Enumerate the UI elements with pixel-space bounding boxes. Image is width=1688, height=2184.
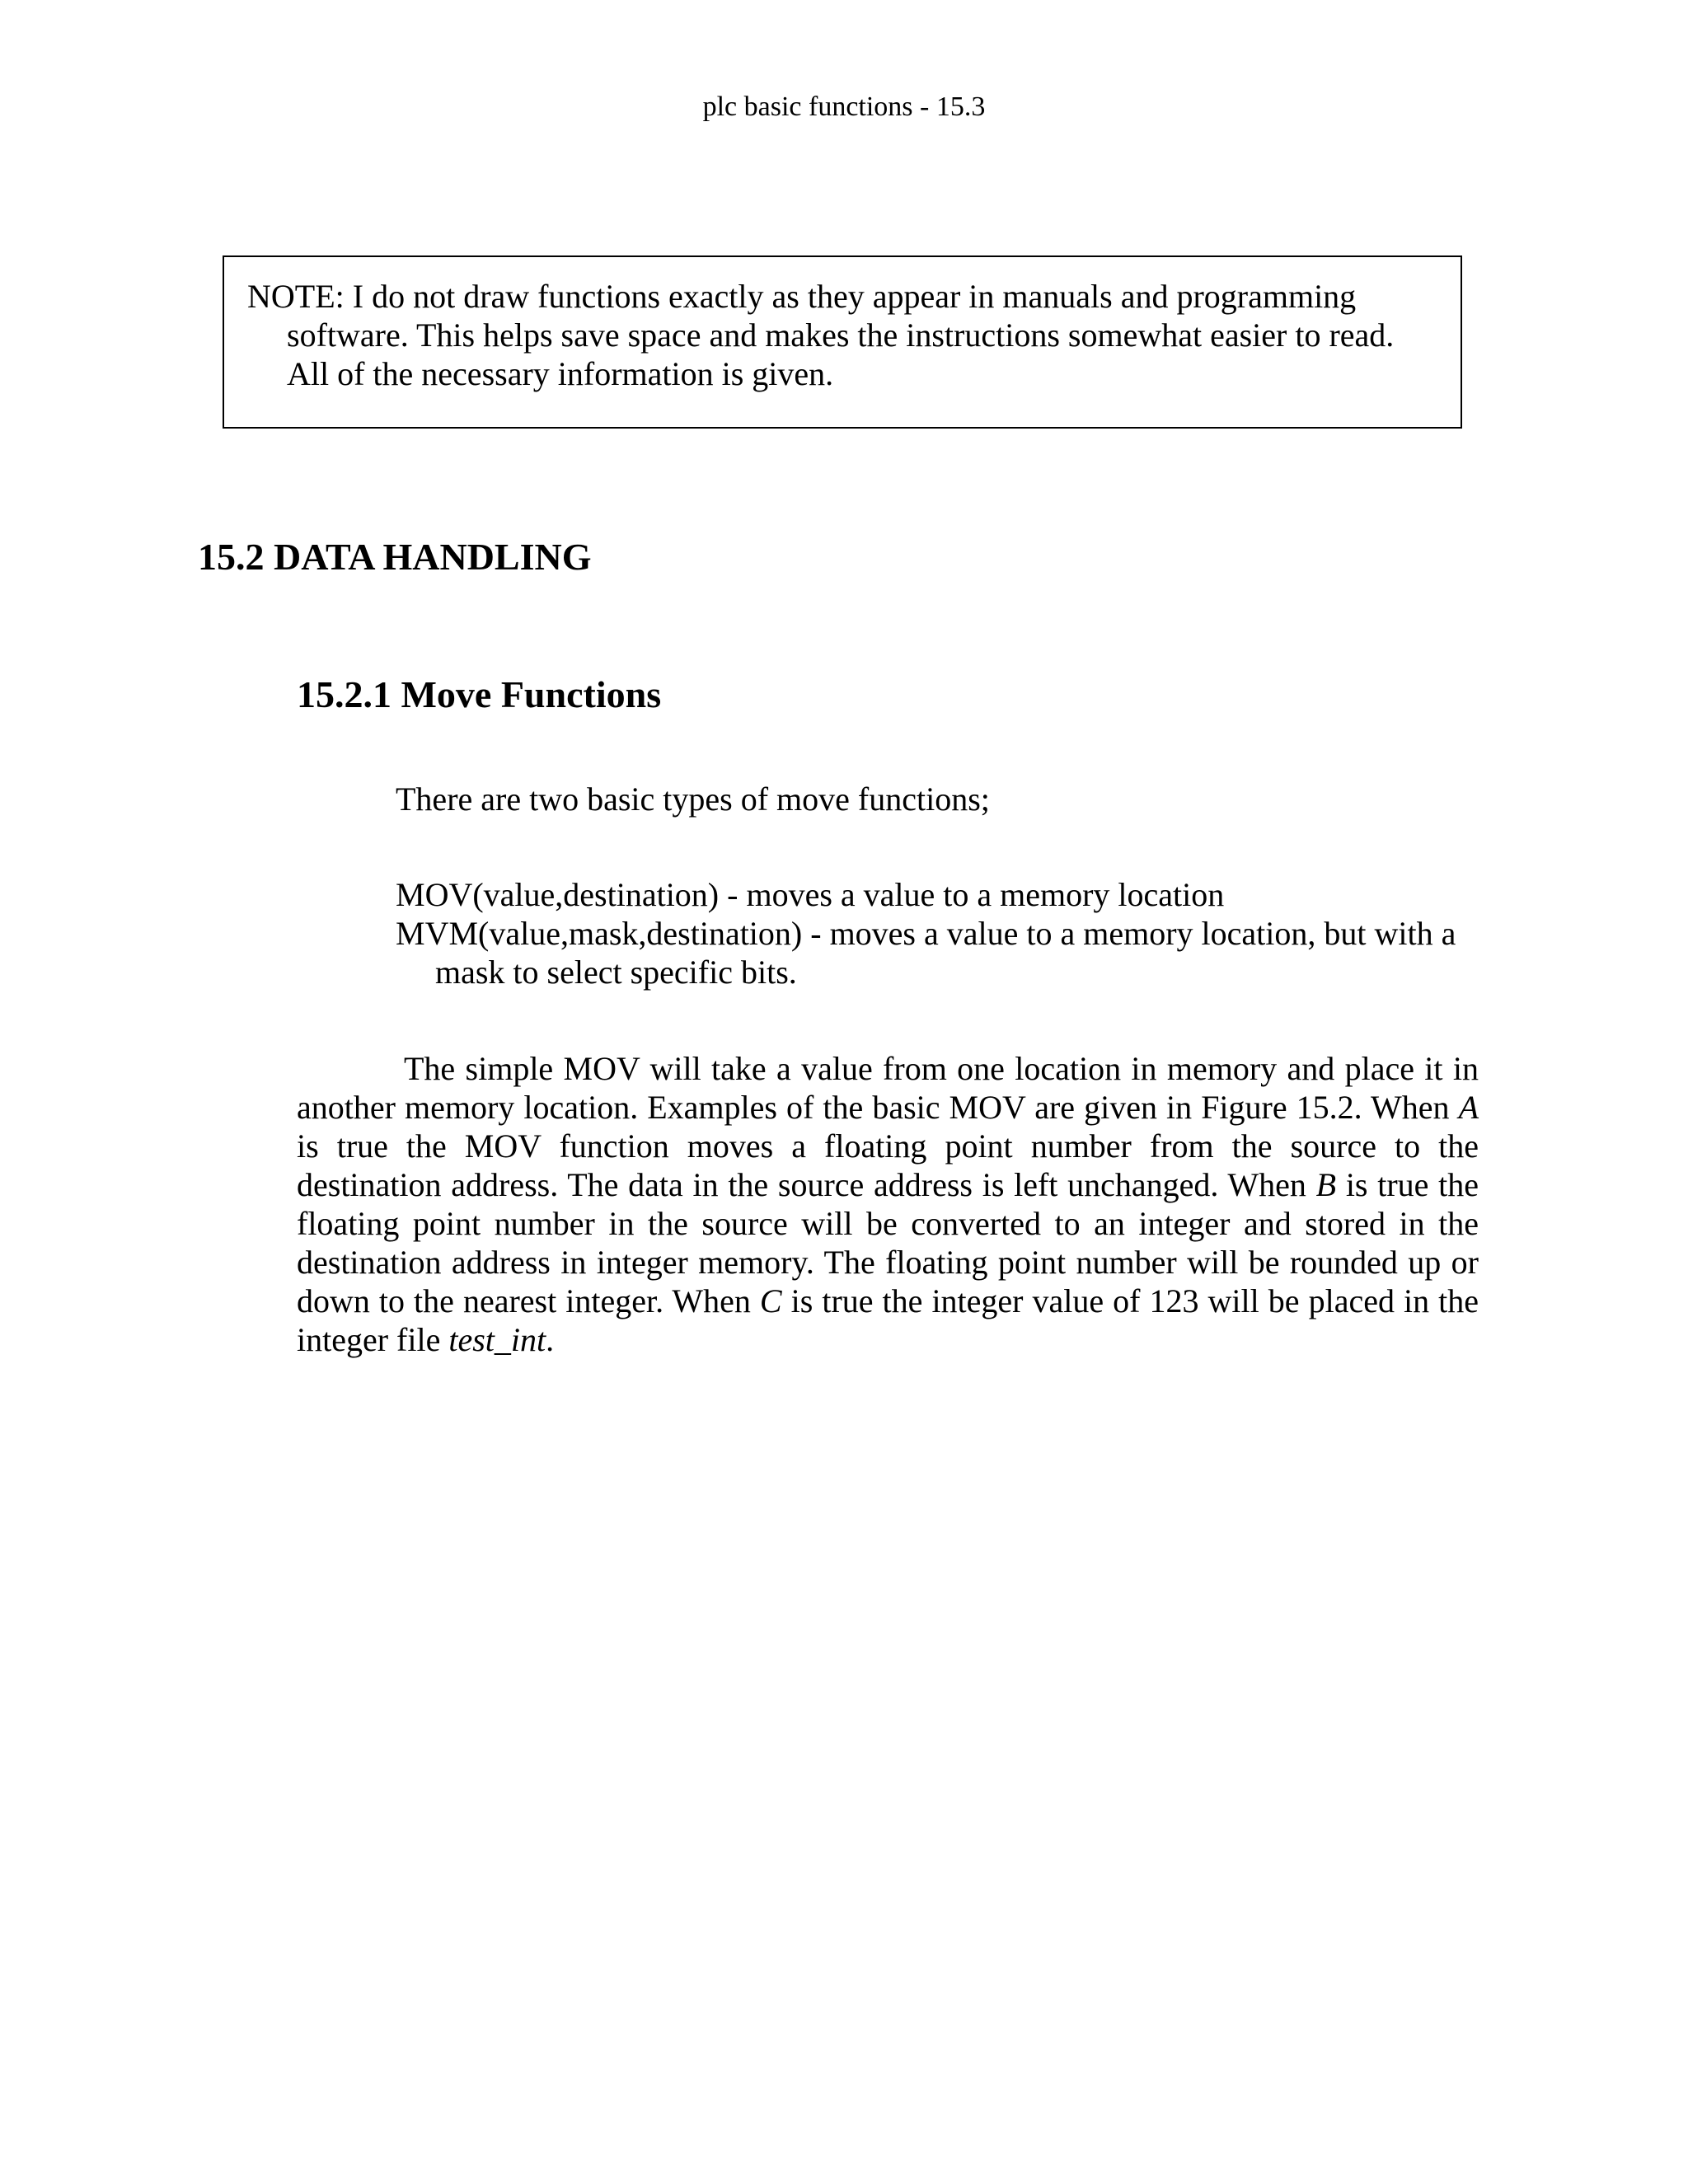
body-paragraph [297,1049,1479,1359]
function-list [396,875,1467,991]
function-item-mov: MOV(value,destination) - moves a value to a memory location [396,876,1225,913]
intro-text: There are two basic types of move functions; [396,780,990,818]
paragraph-text-4: is true the integer value of 123 will be placed in the integer file [297,1282,1479,1358]
file-name: test_int [448,1321,546,1358]
note-box [223,255,1462,429]
section-heading: 15.2 DATA HANDLING [198,536,592,578]
variable-b: B [1315,1166,1337,1203]
paragraph-text-2: is true the MOV function moves a floating point number from the source to the destination address. The data in the source address is left unchanged. When [297,1127,1479,1203]
running-header: plc basic functions - 15.3 [702,91,986,122]
paragraph-text-1: The simple MOV will take a value from one location in memory and place it in another memory location. Examples of the basic MOV are given in Figure 15.2. When [297,1050,1479,1126]
note-text: NOTE: I do not draw functions exactly as they appear in manuals and programming software. This helps save space and makes the instructions somewhat easier to read. All of the necessary information is given. [247,278,1395,392]
function-item-mvm: MVM(value,mask,destination) - moves a value to a memory location, but with a mask to select specific bits. [396,915,1456,991]
variable-a: A [1458,1089,1479,1126]
subsection-heading: 15.2.1 Move Functions [297,673,662,715]
paragraph-text-3: is true the floating point number in the source will be converted to an integer and stored in the destination address in integer memory. The floating point number will be rounded up or down to the nearest integer. When [297,1166,1479,1319]
paragraph-text-5: . [546,1321,555,1358]
variable-c: C [759,1282,782,1319]
